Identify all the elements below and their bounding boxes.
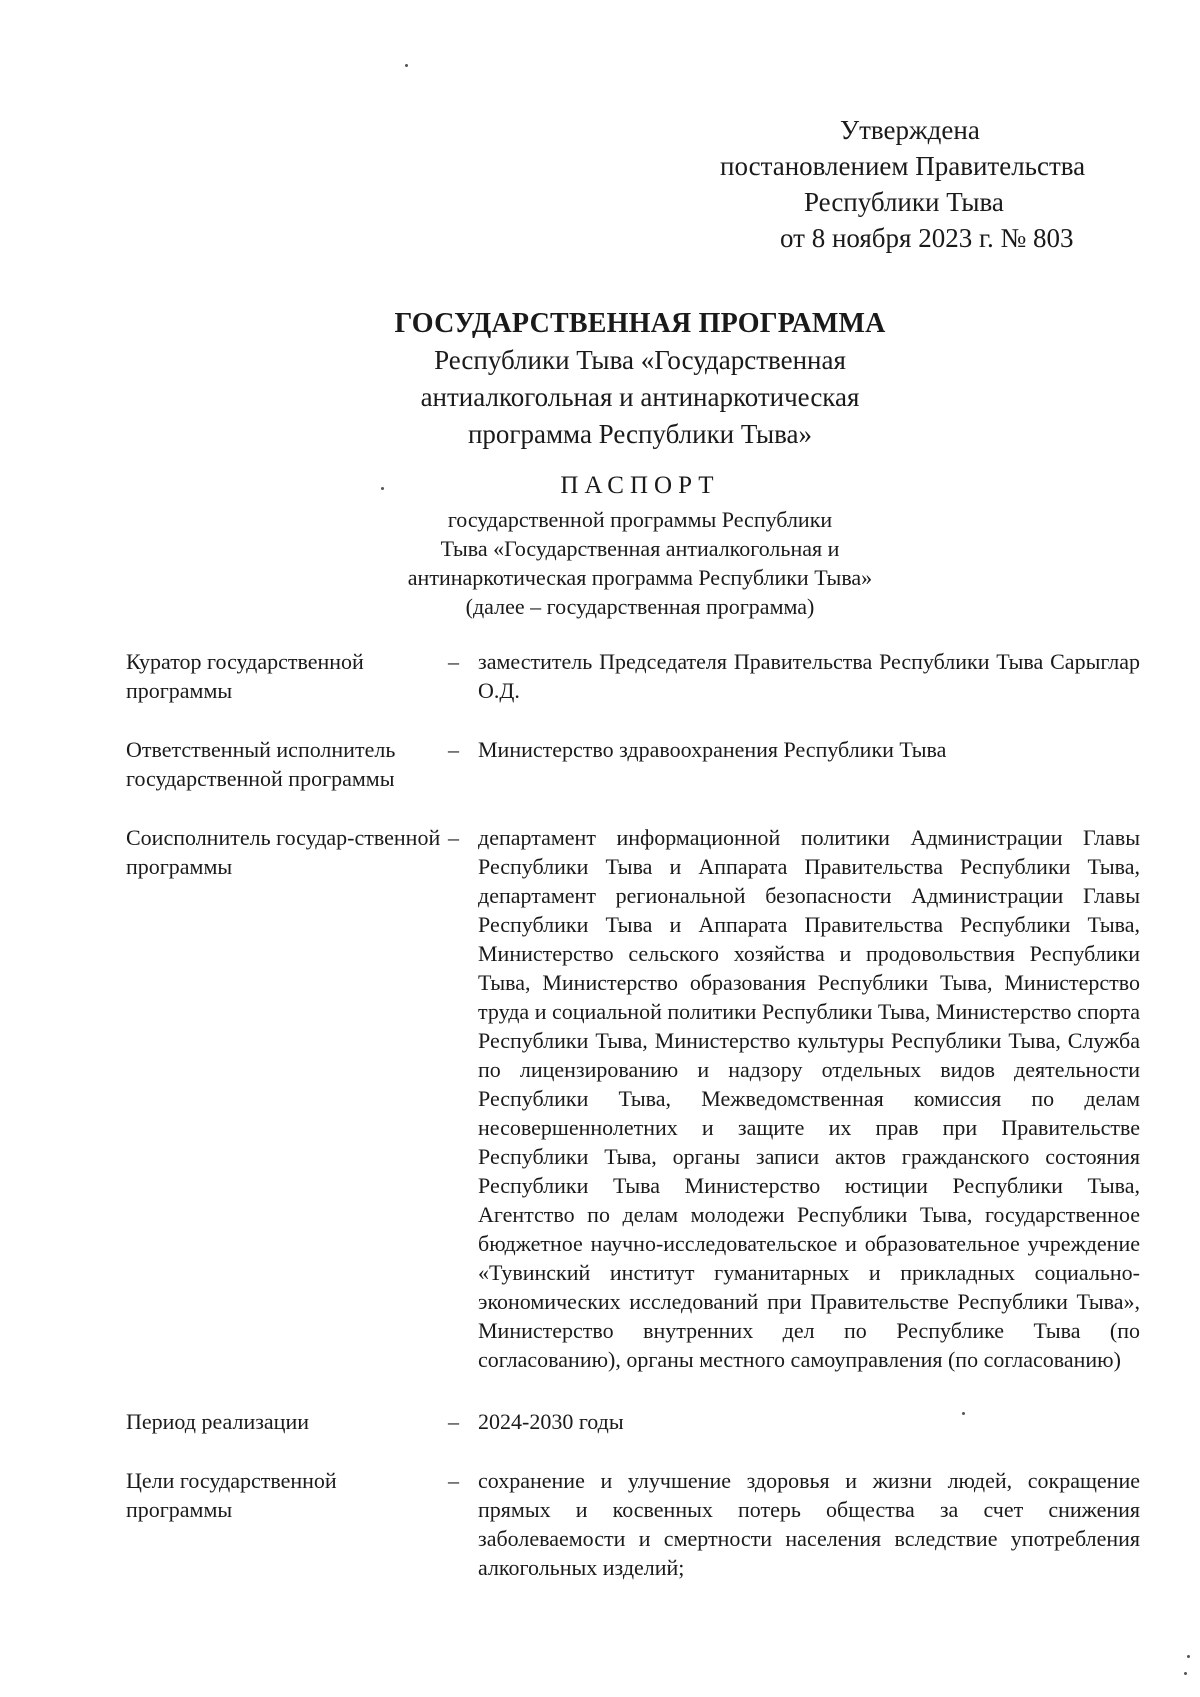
row-dash: –: [448, 825, 459, 850]
approval-line: Утверждена: [840, 115, 980, 145]
program-title: ГОСУДАРСТВЕННАЯ ПРОГРАММА: [394, 308, 886, 339]
scan-speck: [1184, 1672, 1187, 1675]
scan-speck: [381, 487, 384, 490]
row-value: Министерство здравоохранения Республики Тыва: [478, 737, 947, 762]
row-label: Соисполнитель государ-ственной программы: [126, 825, 441, 879]
scan-speck: [1187, 1655, 1190, 1658]
row-label: Ответственный исполнитель государственной программы: [126, 737, 396, 791]
scan-speck: [962, 1412, 965, 1415]
passport-subtitle-line: (далее – государственная программа): [465, 594, 815, 619]
passport-row-goals: [126, 1466, 1140, 1582]
passport-table: [126, 647, 1140, 1582]
row-dash: –: [448, 1409, 459, 1434]
row-label: Куратор государственной программы: [126, 649, 364, 703]
approval-line: Республики Тыва: [804, 187, 1004, 217]
passport-heading: ПАСПОРТ: [560, 472, 720, 499]
passport-row-co-executor: [126, 823, 1140, 1374]
row-value: 2024-2030 годы: [478, 1409, 624, 1434]
row-value: сохранение и улучшение здоровья и жизни людей, сокращение прямых и косвенных потерь общества за счет снижения заболеваемости и смертности населения вследствие употребления алкогольных изделий;: [478, 1468, 1140, 1580]
passport-row-period: [126, 1407, 1140, 1436]
scan-speck: [405, 64, 408, 67]
approval-date-number: от 8 ноября 2023 г. № 803: [780, 223, 1074, 253]
passport-heading-block: [300, 470, 980, 621]
program-subtitle-line: программа Республики Тыва»: [467, 419, 813, 449]
program-title-block: [300, 305, 980, 453]
approval-line: постановлением Правительства: [720, 151, 1086, 181]
row-dash: –: [448, 1468, 459, 1493]
row-dash: –: [448, 737, 459, 762]
approval-stamp: [700, 112, 1140, 256]
program-subtitle-line: Республики Тыва «Государственная: [434, 345, 846, 375]
row-label: Период реализации: [126, 1409, 310, 1434]
row-dash: –: [448, 649, 459, 674]
passport-subtitle-line: Тыва «Государственная антиалкогольная и: [440, 536, 840, 561]
row-value: заместитель Председателя Правительства Республики Тыва Сарыглар О.Д.: [478, 649, 1140, 703]
program-subtitle-line: антиалкогольная и антинаркотическая: [420, 382, 860, 412]
passport-subtitle-line: антинаркотическая программа Республики Тыва»: [407, 565, 873, 590]
passport-row-curator: [126, 647, 1140, 705]
row-value: департамент информационной политики Администрации Главы Республики Тыва и Аппарата Правительства Республики Тыва, департамент региональной безопасности Администрации Главы Республики Тыва и Аппарата Правительства Республики Тыва, Министерство сельского хозяйства и продовольствия Республики Тыва, Министерство образования Республики Тыва, Министерство труда и социальной политики Республики Тыва, Министерство спорта Республики Тыва, Министерство культуры Республики Тыва, Служба по лицензированию и надзору отдельных видов деятельности Республики Тыва, Межведомственная комиссия по делам несовершеннолетних и защите их прав при Правительстве Республики Тыва, органы записи актов гражданского состояния Республики Тыва Министерство юстиции Республики Тыва, Агентство по делам молодежи Республики Тыва, государственное бюджетное научно-исследовательское и образовательное учреждение «Тувинский институт гуманитарных и прикладных социально-экономических исследований при Правительстве Республики Тыва», Министерство внутренних дел по Республике Тыва (по согласованию), органы местного самоуправления (по согласованию): [478, 825, 1140, 1372]
row-label: Цели государственной программы: [126, 1468, 337, 1522]
passport-subtitle-line: государственной программы Республики: [447, 507, 833, 532]
passport-row-responsible-executor: [126, 735, 1140, 793]
